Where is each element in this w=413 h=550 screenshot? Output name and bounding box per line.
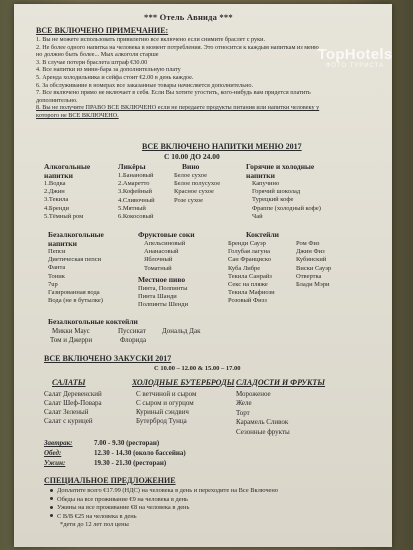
list-item: Сезонные фрукты: [236, 427, 290, 436]
list-item: Розовый Физз: [228, 297, 267, 305]
wine-list: [174, 172, 220, 205]
nonalc-cocktail-5: Флорида: [120, 336, 147, 344]
list-item: Апельсиновый: [144, 240, 186, 247]
list-item: Голубая лагуна: [228, 248, 270, 256]
list-item: 5.Мятный: [118, 204, 146, 212]
meal-label: Обед:: [44, 449, 62, 457]
list-item: Куба Либре: [228, 264, 261, 272]
note-item: 7. Все включено прямо не включает в себя. Если Вы хотите угостить, кого-нибудь вам придется платить дополнительно.: [36, 89, 311, 104]
list-item: 2.Амаретто: [118, 180, 150, 188]
meal-times: [44, 438, 186, 468]
note-item: 2. Не более одного напитка на человека в момент потребления. Это относится к каждым напиткам из меню но должно быть более... Мых алкоголя старше: [36, 43, 319, 59]
cocktails-list-1: [228, 240, 275, 306]
list-item: С ветчиной и сыром: [136, 390, 197, 398]
snacks-hours: С 10.00 – 12.00 & 15.00 – 17.00: [154, 365, 241, 372]
sweets-list: [236, 390, 290, 437]
alcohol-list: [44, 180, 83, 221]
list-item: Пинта, Полпинты: [138, 285, 188, 292]
list-item: Мороженое: [236, 390, 271, 398]
list-item: Чай: [252, 212, 263, 220]
meal-label: Ужин:: [44, 459, 66, 467]
sandwiches-title: ХОЛОДНЫЕ БУТЕРБРОДЫ: [132, 378, 235, 387]
list-item: Горячий шоколад: [252, 188, 301, 196]
liqueurs-title: Ликёры: [118, 162, 146, 171]
juices-title: Фруктовые соки: [138, 230, 195, 239]
list-item: 2.Джин: [44, 188, 65, 196]
meal-time: 7.00 - 9.30 (ресторан): [94, 439, 160, 447]
list-item: Бренди Сауэр: [228, 240, 266, 247]
special-item: Ужины на все проживание €8 на человека в день: [48, 504, 278, 513]
juices-list: [144, 240, 185, 273]
list-item: Фраппе (холодный кофе): [252, 204, 321, 212]
list-item: Ананасовый: [144, 248, 179, 256]
note-item: 1. Вы не можете использовать привилегию все включено если снимите браслет с руки.: [36, 36, 265, 43]
wine-title: Вино: [182, 162, 200, 171]
list-item: Бутерброд Тунца: [136, 417, 187, 425]
list-item: Томатный: [144, 264, 172, 272]
list-item: Яблочный: [144, 256, 173, 264]
list-item: Пепси: [48, 248, 66, 255]
special-footnote: *дети до 12 лет пол цены: [60, 521, 129, 529]
list-item: 3.Кофейный: [118, 188, 153, 196]
cocktails-list-2: [296, 240, 331, 289]
sweets-title: СЛАДОСТИ И ФРУКТЫ: [236, 378, 326, 387]
list-item: Салат с курицей: [44, 417, 93, 425]
meal-time: 12.30 - 14.30 (около бассейна): [94, 449, 186, 457]
list-item: 6.Кокосовый: [118, 213, 154, 221]
list-item: Желе: [236, 399, 252, 408]
nonalc-list: [48, 248, 103, 305]
list-item: Белое полусухое: [174, 180, 221, 188]
notes-heading: ВСЕ ВКЛЮЧЕНО ПРИМЕЧАНИЕ:: [36, 26, 169, 35]
note-item: 5. Аренда холодильника и сейфа стоит €2.00 в день каждое.: [36, 73, 194, 81]
special-list: [48, 487, 278, 530]
liqueurs-list: [118, 172, 155, 221]
list-item: Текила Санрайз: [228, 272, 272, 280]
list-item: Отвертка: [296, 272, 322, 280]
meal-row: [44, 438, 186, 448]
meal-label: Завтрак:: [44, 439, 73, 447]
snacks-heading: ВСЕ ВКЛЮЧЕНО ЗАКУСКИ 2017: [44, 354, 172, 363]
list-item: Джин Физ: [296, 248, 325, 256]
meal-row: [44, 458, 186, 468]
list-item: Диетическая пепси: [48, 256, 102, 264]
hotel-title: *** Отель Авнида ***: [144, 12, 233, 22]
list-item: 4.Бренди: [44, 204, 70, 212]
list-item: Виски Сауэр: [296, 264, 332, 272]
list-item: Красное сухое: [174, 188, 214, 196]
list-item: Салат Деревенский: [44, 390, 102, 398]
nonalc-cocktail-1: Микки Маус: [52, 327, 90, 335]
list-item: Салат Зеленый: [44, 408, 89, 416]
list-item: Секс на пляже: [228, 281, 268, 289]
list-item: С сыром и огурцом: [136, 399, 194, 407]
special-item: Доплатите всего €17.99 (НДС) на человека в день и переходите на Все Включено: [48, 487, 278, 496]
meal-time: 19.30 - 21.30 (ресторан): [94, 459, 167, 467]
watermark-logo: TopHotels: [317, 46, 393, 63]
beer-title: Местное пиво: [138, 275, 186, 284]
salads-list: [44, 390, 102, 426]
list-item: Кубинский: [296, 256, 327, 264]
hot-cold-list: [252, 180, 321, 221]
list-item: Тоник: [48, 272, 65, 280]
list-item: Карамель Сливок: [236, 418, 289, 427]
list-item: 7up: [48, 280, 58, 288]
list-item: Белое сухое: [174, 172, 207, 179]
note-item: 4. Все напитки из мини-бара за дополнительную плату: [36, 66, 181, 74]
list-item: 5.Тёмный ром: [44, 212, 84, 220]
nonalc-cocktail-2: Пуссикат: [118, 327, 146, 335]
sandwiches-list: [136, 390, 196, 426]
list-item: Розе сухое: [174, 196, 204, 204]
drinks-menu-heading: ВСЕ ВКЛЮЧЕНО НАПИТКИ МЕНЮ 2017: [142, 142, 302, 151]
nonalc-cocktails-title: Безалкогольные коктейли: [48, 317, 138, 326]
special-item: С B/B €25 на человека в день: [48, 513, 278, 522]
watermark-subtitle: ФОТО ТУРИСТА: [325, 63, 385, 69]
list-item: 1.Банановый: [118, 172, 154, 179]
list-item: Ром Физ: [296, 240, 320, 247]
menu-sheet: [14, 4, 392, 547]
special-heading: СПЕЦИАЛЬНОЕ ПРЕДЛОЖЕНИЕ: [44, 476, 176, 485]
list-item: Салат Шеф-Повара: [44, 399, 102, 407]
list-item: Капучино: [252, 180, 280, 187]
cocktails-title: Коктейли: [246, 230, 279, 239]
note-item: 3. В случае потери браслета штраф €30.00: [36, 58, 148, 66]
list-item: Фанта: [48, 264, 66, 272]
tophotels-watermark: [303, 46, 407, 69]
hot-cold-title: Горячие и холодные напитки: [246, 162, 315, 180]
list-item: Пинта Шанди: [138, 293, 177, 301]
list-item: Вода (не в бутылке): [48, 297, 103, 305]
list-item: 1.Водка: [44, 180, 66, 187]
list-item: Турецкий кофе: [252, 196, 294, 204]
list-item: Торт: [236, 408, 250, 417]
list-item: Блади Мэри: [296, 281, 330, 289]
list-item: Газированная вода: [48, 289, 100, 297]
list-item: Текила Мафиози: [228, 289, 275, 297]
notes-list: [36, 36, 326, 120]
list-item: Куриный сэндвич: [136, 408, 189, 416]
list-item: 3.Текила: [44, 196, 69, 204]
note-item: 8. Вы не получите ПРАВО ВСЕ ВКЛЮЧЕНО если не передаете продукты питания или напитки человеку у которого не ВСЕ ВКЛЮЧЕНО.: [36, 104, 320, 119]
list-item: Сан Франциско: [228, 256, 271, 264]
drinks-hours: С 10.00 ДО 24.00: [164, 152, 220, 161]
meal-row: [44, 448, 186, 458]
special-item: Обеды на все проживание €9 на человека в день: [48, 496, 278, 505]
nonalc-cocktail-4: Том и Джерри: [50, 336, 93, 344]
nonalc-title: Безалкогольные напитки: [48, 230, 104, 248]
beer-list: [138, 285, 188, 310]
nonalc-cocktail-3: Дональд Дак: [162, 327, 201, 335]
list-item: 4.Сливочный: [118, 196, 155, 204]
note-item: 6. За обслуживание в номерах все заказанные товары начисляется дополнительно.: [36, 81, 254, 89]
alcohol-title: Алкогольные напитки: [44, 162, 91, 180]
list-item: Полпинты Шенди: [138, 301, 189, 309]
salads-title: САЛАТЫ: [52, 378, 86, 387]
